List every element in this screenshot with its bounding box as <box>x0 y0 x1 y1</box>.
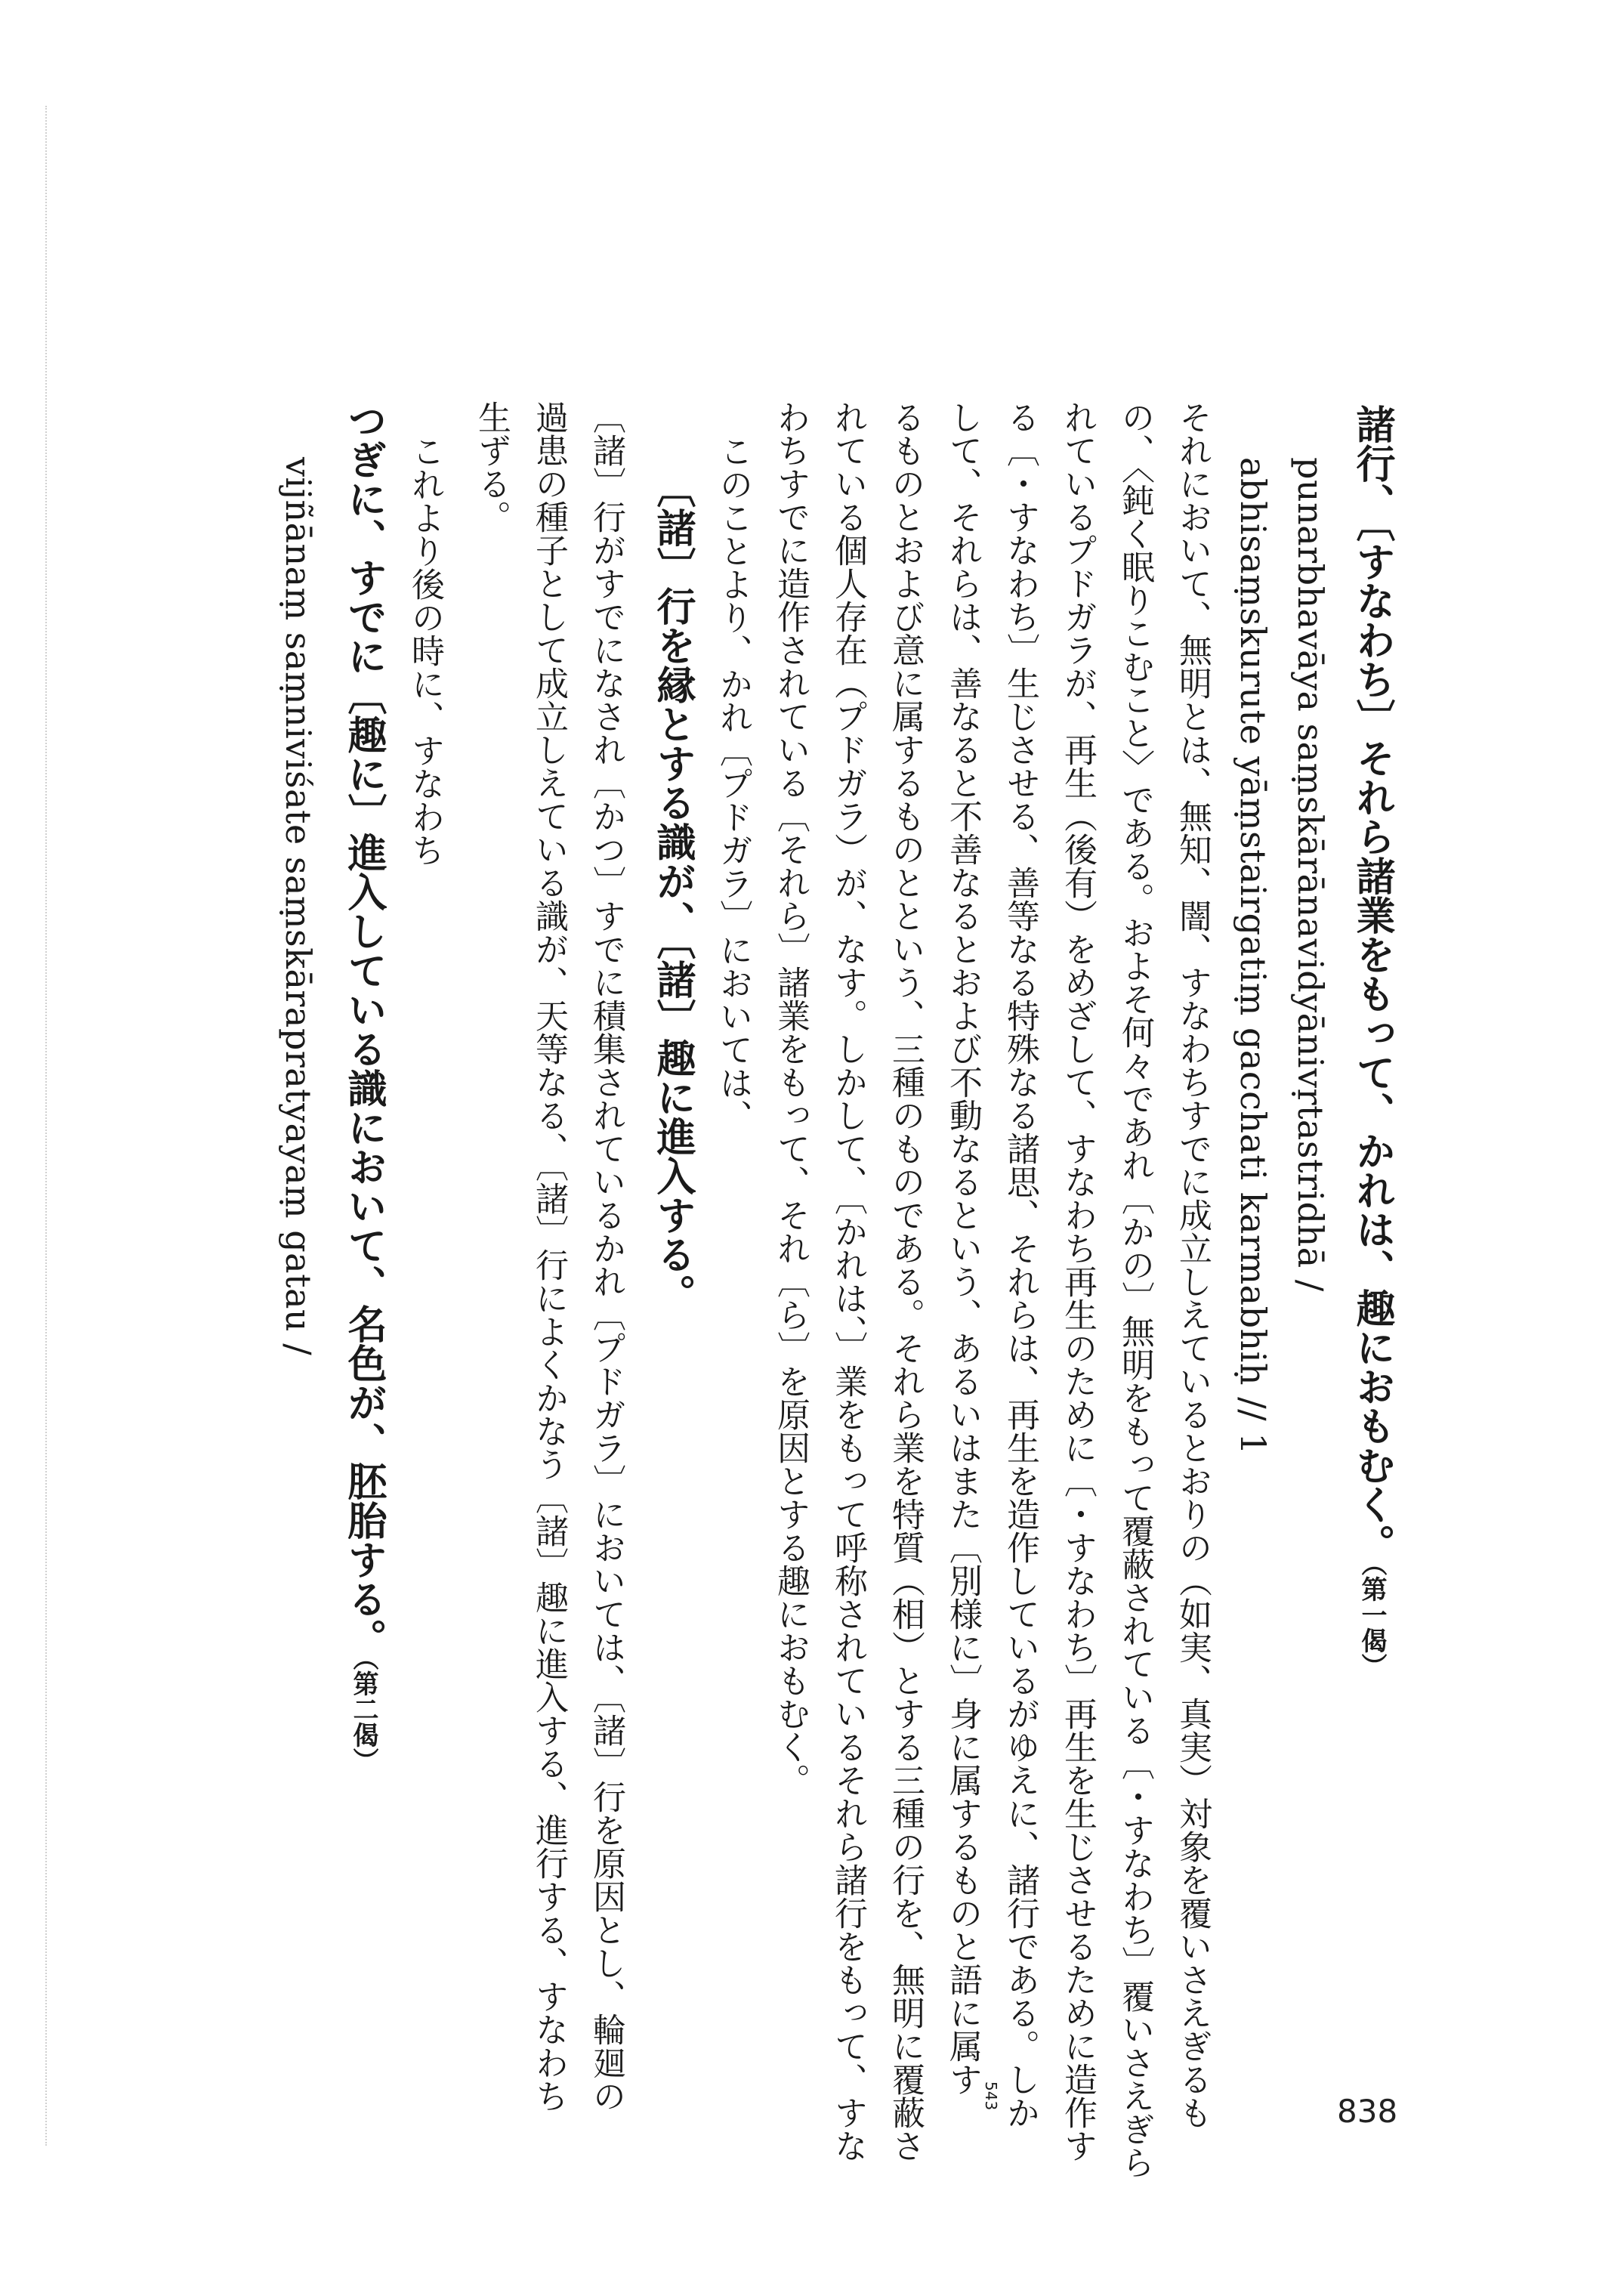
transition-1: このことより、かれ〔プドガラ〕においては、 <box>714 434 752 1133</box>
commentary1-line-1: それにおいて、無明とは、無知、闇、すなわちすでに成立しえているとおりの（如実、真実）対象を覆いさえぎるも <box>1173 400 1212 2129</box>
verse1-label: （第一偈） <box>1357 1563 1387 1679</box>
commentary2-line-2: 過患の種子として成立しえている識が、天等なる、〔諸〕行によくかなう〔諸〕趣に進入する、進行する、すなわち <box>529 400 568 2112</box>
commentary1-line-4: る〔・すなわち〕生じさせる、善等なる特殊なる諸思、それらは、再生を造作しているがゆえに、諸行である。しか <box>1001 400 1039 2129</box>
commentary1-line-5: して、それらは、善なると不善なるとおよび不動なるという、あるいはまた〔別様に〕身に属するものと語に属す <box>943 400 982 2096</box>
scan-margin <box>45 106 48 2146</box>
transition-2: これより後の時に、すなわち <box>406 434 444 867</box>
commentary1-line-8: わちすでに造作されている〔それら〕諸業をもって、それ〔ら〕を原因とする趣におもむく。 <box>771 400 810 1797</box>
commentary1-line-2: の、〈鈍く眠りこむこと〉である。およそ何々であれ〔かの〕無明をもって覆蔽されている〔・すなわち〕覆いさえぎら <box>1116 400 1154 2179</box>
verse1-sanskrit-1: punarbhavāya saṃskārānavidyānivṛtastridhā / <box>1290 457 1331 1292</box>
verse2-label: （第二偈） <box>348 1658 378 1773</box>
verse2-intro: 〔諸〕行を縁とする識が、〔諸〕趣に進入する。 <box>650 468 696 1313</box>
verse2-sanskrit: vijñānaṃ saṃniviśate saṃskārapratyayaṃ gatau / <box>278 457 319 1356</box>
verse2-japanese: つぎに、すでに〔趣に〕進入している識において、名色が、胚胎する。 <box>341 400 387 1658</box>
commentary1-line-6: るものとおよび意に属するものとという、三種のものである。それら業を特質（相）とする三種の行を、無明に覆蔽さ <box>886 400 925 2162</box>
page-number: 838 <box>1337 2093 1398 2130</box>
inner-number: 543 <box>982 2081 1000 2111</box>
commentary1-line-3: れているプドガラが、再生（後有）をめざして、すなわち再生のために〔・すなわち〕再生を生じさせるために造作す <box>1058 400 1097 2162</box>
verse2-heading <box>341 400 387 1773</box>
verse1-heading <box>1349 404 1395 1679</box>
commentary2-line-3: 生ずる。 <box>472 400 511 533</box>
commentary1-line-7: れている個人存在（プドガラ）が、なす。しかして、〔かれは、〕業をもって呼称されているそれら諸行をもって、すな <box>829 400 867 2162</box>
verse1-sanskrit-2: abhisaṃskurute yāṃstairgatiṃ gacchati karmabhiḥ // 1 <box>1233 457 1274 1455</box>
commentary2-line-1: 〔諸〕行がすでになされ〔かつ〕すでに積集されているかれ〔プドガラ〕においては、〔諸〕行を原因とし、輪廻の <box>587 400 625 2112</box>
verse1-japanese: 諸行、〔すなわち〕それら諸業をもって、かれは、趣におもむく。 <box>1349 404 1395 1563</box>
